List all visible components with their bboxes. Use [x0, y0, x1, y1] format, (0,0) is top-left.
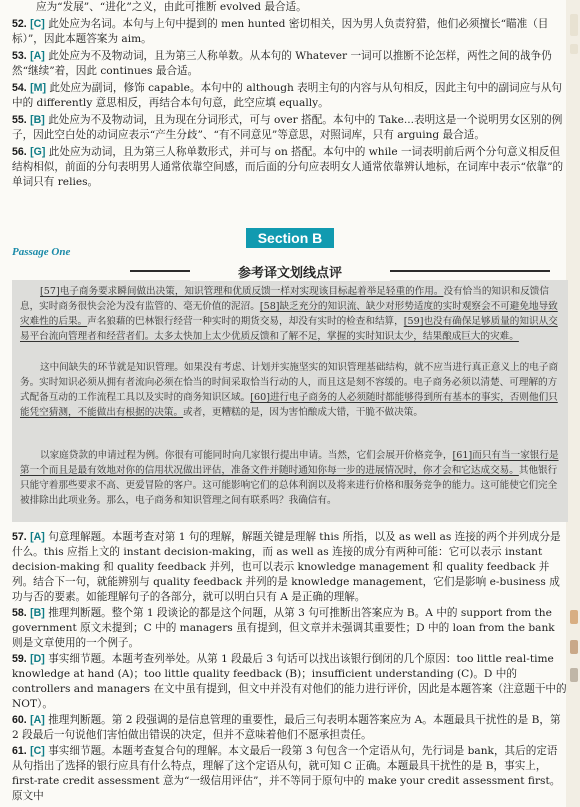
answer-item-55: 55. [B] 此处应为不及物动词，且为现在分词形式，可与 over 搭配。本句中的 Take...表明这是一个说明男女区别的例子，因此空白处的动词应表示“产生分歧”、“有不同意见”等意思，对照词库，只有 arguing 最合适。 [12, 114, 563, 141]
answer-item-58: 58. [B] 推理判断题。整个第 1 段谈论的都是这个问题，从第 3 句可推断出答案应为 B。A 中的 support from the government 原文未提到；C 中的 managers 虽有提到，但文章并未强调其重要性；D 中的 loan from the bank 则是文章使用的一个例子。 [12, 607, 555, 649]
answer-item-57: 57. [A] 句意理解题。本题考查对第 1 句的理解，解题关键是理解 this 所指，以及 as well as 连接的两个并列成分是什么。this 应指上文的 instant decision-making，而 as well as 连接的成分有两种可能：它可以表示 instant decision-making 和 quality feedback 并列，也可以表示 knowledge management 和 quality feedback 并列。结合下一句，就能辨别与 quality feedback 并列的是 knowledge management，它们是影响 e-business 成功与否的要素。如能理解句子的各部分，就可以明白只有 A 是正确的理解。 [12, 531, 561, 603]
passage-label: Passage One [12, 246, 71, 258]
edge-tab [570, 610, 578, 624]
translation-paragraph-2: 这中间缺失的环节就是知识管理。如果没有考虑、计划并实施坚实的知识管理基础结构，就不应当进行真正意义上的电子商务。实时知识必须从拥有者流向必须在恰当的时间采取恰当行动的人，而且这是刻不容缓的。电子商务必须以清楚、可理解的方式配备互动的工作流程工具以及实时的商务知识区域。[60]进行电子商务的人必须随时都能够得到所有基本的事实，否则他们只能凭空猜测，不能做出有根据的决策。或者，更糟糕的是，因为害怕酿成大错，干脆不做决策。 [20, 362, 559, 418]
bottom-explanations [12, 530, 568, 804]
translation-heading: 参考译文划线点评 [190, 262, 390, 281]
translation-paragraph-1: [57]电子商务要求瞬间做出决策，知识管理和优质反馈一样对实现该目标起着举足轻重的作用。没有恰当的知识和反馈信息，实时商务很快会沦为没有监管的、毫无价值的泥沼。[58]缺乏充分的知识流、缺少对形势适度的实时观察会不可避免地导致灾难性的后果。声名狼藉的巴林银行经营一种实时的期货交易，却没有实时的检查和结算，[59]也没有确保足够质量的知识从交易平台流向管理者和经营者们。太多太快加上太少优质反馈和了解不足，掌握的实时知识太少，结果酿成巨大的灾难。 [20, 286, 558, 342]
section-heading: Section B [246, 228, 334, 248]
page-edge-tabs [566, 0, 580, 807]
answer-item-61: 61. [C] 事实细节题。本题考查复合句的理解。本文最后一段第 3 句包含一个定语从句，先行词是 bank，其后的定语从句指出了选择的银行应具有什么特点，理解了这个定语从句，就可知 C 正确。本题最具干扰性的是 B，事实上，first-rate credit assessment 意为“一级信用评估”，并不等同于原句中的 make your credit assessment first。原文中 [12, 745, 561, 802]
top-explanations [12, 0, 568, 190]
answer-item-60: 60. [A] 推理判断题。第 2 段强调的是信息管理的重要性，最后三句表明本题答案应为 A。本题最具干扰性的是 B，第 2 段最后一句说他们害怕做出错误的决定，但并不意味着他们不愿承担责任。 [12, 714, 561, 741]
edge-tab [570, 668, 578, 682]
answer-item-52: 52. [C] 此处应为名词。本句与上句中提到的 men hunted 密切相关，因为男人负责狩猎，他们必须擅长“瞄准（目标）”，因此本题答案为 aim。 [12, 18, 549, 45]
answer-item-56: 56. [G] 此处应为动词，且为第三人称单数形式，并可与 on 搭配。本句中的 while 一词表明前后两个分句意义相反但结构相似，前面的分句表明男人通常依靠空间感，而后面的分句应表明女人通常依靠辨认地标，在词库中表示“依靠”的单词只有 relies。 [12, 146, 564, 188]
edge-tab [570, 640, 578, 654]
translation-paragraph-3: 以家庭贷款的申请过程为例。你很有可能同时向几家银行提出申请。当然，它们会展开价格竞争，[61]而只有当一家银行是第一个而且是最有效地对你的信用状况做出评估，准备文件并随时通知你每一步的进展情况时，你才会和它达成交易。其他银行只能守着那些要求不高、更爱冒险的客户。这可能影响它们的总体利润以及将来进行价格和服务竞争的能力。这可能使它们完全被排除出此项业务。那么，电子商务和知识管理之间有联系吗？我确信有。 [20, 450, 559, 506]
edge-tab [570, 14, 578, 36]
item-51-continuation: 应为“发展”、“进化”之义，由此可推断 evolved 最合适。 [36, 1, 307, 13]
answer-item-53: 53. [A] 此处应为不及物动词，且为第三人称单数。从本句的 Whatever 一词可以推断不论怎样，两性之间的战争仍然“继续”着，因此 continues 最合适。 [12, 50, 552, 77]
translation-box [12, 280, 568, 522]
answer-item-59: 59. [D] 事实细节题。本题考查列举处。从第 1 段最后 3 句话可以找出该银行倒闭的几个原因：too little real-time knowledge at hand (A)；too little quality feedback (B)；insufficient understanding (C)。D 中的 controllers and managers 在文中虽有提到，但文中并没有对他们的能力进行评价，因此是本题答案（注意题干中的 NOT）。 [12, 653, 567, 710]
edge-tab [570, 44, 578, 54]
answer-item-54: 54. [M] 此处应为副词，修饰 capable。本句中的 although 表明主句的内容与从句相反，因此主句中的副词应与从句中的 differently 意思相反，再结合本句句意，此空应填 equally。 [12, 82, 563, 109]
